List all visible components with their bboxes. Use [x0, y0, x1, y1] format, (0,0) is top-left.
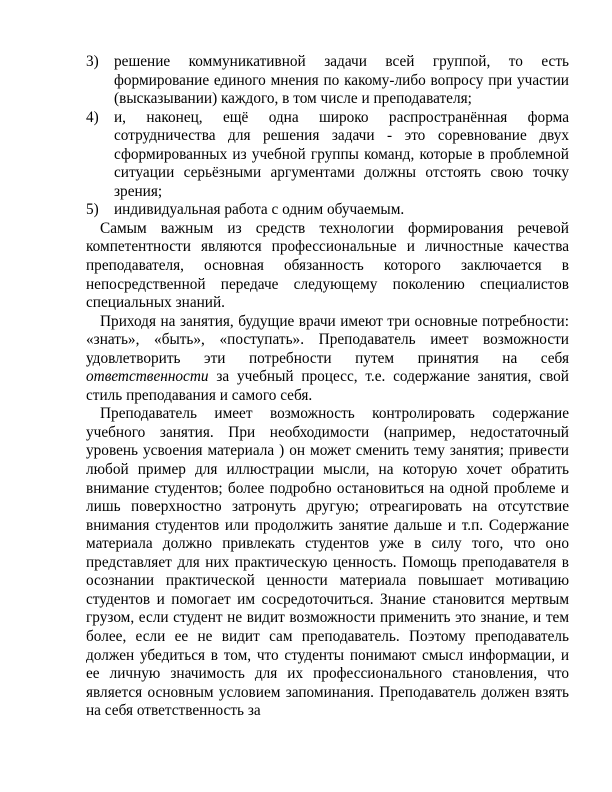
- paragraph-content-control: Преподаватель имеет возможность контролировать содержание учебного занятия. При необходимости (например, недостаточный уровень усвоения материала ) он может сменить тему занятия; привести любой пример для иллюстрации мысли, на которую хочет обратить внимание студентов; более подробно остановиться на одной проблеме и лишь поверхностно затронуть другую; отреагировать на отсутствие внимания студентов или продолжить занятие дальше и т.п. Содержание материала должно привлекать студентов уже в силу того, что оно представляет для них практическую ценность. Помощь преподавателя в осознании практической ценности материала повышает мотивацию студентов и помогает им сосредоточиться. Знание становится мертвым грузом, если студент не видит возможности применить это знание, и тем более, если ее не видит сам преподаватель. Поэтому преподаватель должен убедиться в том, что студенты понимают смысл информации, и ее личную значимость для их профессионального становления, что является основным условием запоминания. Преподаватель должен взять на себя ответственность за: [86, 405, 569, 720]
- numbered-list: [86, 53, 569, 220]
- paragraph-text: за учебный процесс, т.е. содержание занятия, свой стиль преподавания и самого себя.: [86, 368, 569, 404]
- list-item-text: индивидуальная работа с одним обучаемым.: [114, 201, 405, 219]
- list-item-text: и, наконец, ещё одна широко распространённая форма сотрудничества для решения задачи - это соревнование двух сформированных из учебной группы команд, которые в проблемной ситуации серьёзными аргументами должны отстоять свою точку зрения;: [114, 108, 569, 200]
- list-item: [86, 53, 569, 109]
- list-item-text: решение коммуникативной задачи всей группой, то есть формирование единого мнения по какому-либо вопросу при участии (высказывании) каждого, в том числе и преподавателя;: [114, 53, 569, 108]
- emphasized-word: ответственности: [86, 368, 209, 386]
- document-page: [86, 53, 569, 721]
- list-number: 5): [86, 201, 99, 219]
- list-number: 3): [86, 53, 99, 70]
- paragraph-competence: Самым важным из средств технологии формирования речевой компетентности являются профессиональные и личностные качества преподавателя, основная обязанность которого заключается в непосредственной передаче следующему поколению специалистов специальных знаний.: [86, 219, 569, 312]
- list-number: 4): [86, 108, 99, 126]
- paragraph-needs: [86, 313, 569, 406]
- list-item: [86, 109, 569, 202]
- paragraph-text: Приходя на занятия, будущие врачи имеют три основные потребности: «знать», «быть», «поступать». Преподаватель имеет возможности удовлетворить эти потребности путем принятия на себя: [86, 312, 569, 367]
- list-item: [86, 201, 569, 220]
